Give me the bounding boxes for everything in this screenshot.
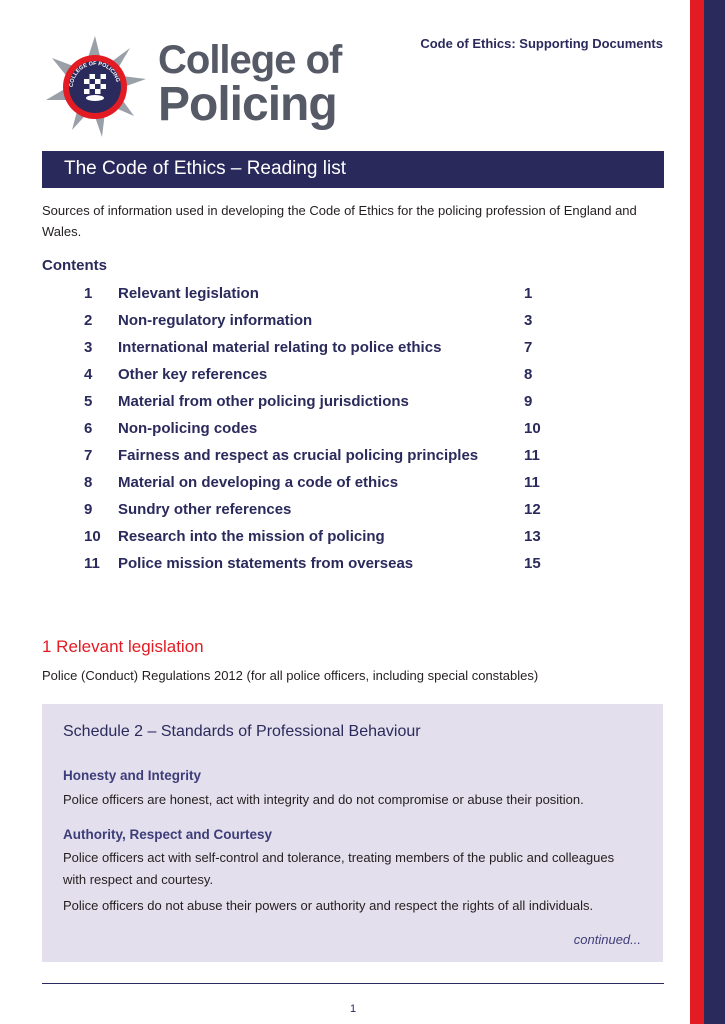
side-stripe-navy bbox=[704, 0, 725, 1024]
toc-item[interactable] bbox=[84, 525, 554, 552]
toc-page: 11 bbox=[524, 474, 540, 491]
toc-page: 8 bbox=[524, 366, 533, 383]
title-bar bbox=[42, 151, 664, 188]
toc-number: 8 bbox=[84, 474, 93, 491]
toc-number: 3 bbox=[84, 339, 93, 356]
toc-page: 13 bbox=[524, 528, 541, 545]
toc-number: 1 bbox=[84, 285, 93, 302]
toc-number: 6 bbox=[84, 420, 93, 437]
toc-item[interactable] bbox=[84, 336, 554, 363]
toc-item[interactable] bbox=[84, 444, 554, 471]
toc-number: 11 bbox=[84, 555, 100, 572]
logo-wordmark bbox=[158, 40, 341, 130]
continued-note: continued... bbox=[573, 932, 641, 947]
toc-page: 1 bbox=[524, 285, 533, 302]
checkered-emblem-icon bbox=[84, 74, 106, 101]
toc-item[interactable] bbox=[84, 390, 554, 417]
page-number: 1 bbox=[350, 1003, 357, 1015]
toc-item[interactable] bbox=[84, 552, 554, 579]
document-series-label: Code of Ethics: Supporting Documents bbox=[420, 36, 663, 51]
toc-label: Relevant legislation bbox=[118, 285, 259, 302]
toc-number: 9 bbox=[84, 501, 93, 518]
toc-label: Other key references bbox=[118, 366, 268, 383]
panel-title: Schedule 2 – Standards of Professional Behaviour bbox=[63, 723, 421, 740]
toc-number: 10 bbox=[84, 528, 101, 545]
toc-number: 4 bbox=[84, 366, 93, 383]
standards-panel bbox=[42, 704, 663, 962]
logo-line1: College of bbox=[158, 38, 342, 82]
toc-item[interactable] bbox=[84, 417, 554, 444]
toc-label: Non-policing codes bbox=[118, 420, 258, 437]
toc-number: 5 bbox=[84, 393, 93, 410]
authority-text-2: Police officers do not abuse their powers or authority and respect the rights of all individuals. bbox=[63, 898, 594, 913]
section-1-text: Police (Conduct) Regulations 2012 (for all police officers, including special constables) bbox=[42, 668, 539, 683]
toc-item[interactable] bbox=[84, 471, 554, 498]
college-of-policing-logo bbox=[42, 34, 342, 144]
police-star-badge-icon bbox=[42, 34, 148, 140]
toc-page: 3 bbox=[524, 312, 533, 329]
side-stripe-red bbox=[690, 0, 704, 1024]
toc-page: 12 bbox=[524, 501, 541, 518]
toc-label: Material on developing a code of ethics bbox=[118, 474, 399, 491]
honesty-text: Police officers are honest, act with integrity and do not compromise or abuse their position. bbox=[63, 792, 584, 807]
toc-label: Research into the mission of policing bbox=[118, 528, 385, 545]
badge-ring-text: COLLEGE OF POLICING bbox=[68, 60, 121, 88]
footer-divider bbox=[42, 983, 664, 984]
table-of-contents bbox=[84, 282, 554, 579]
honesty-heading: Honesty and Integrity bbox=[63, 768, 202, 783]
toc-label: Police mission statements from overseas bbox=[118, 555, 414, 572]
page-title: The Code of Ethics – Reading list bbox=[64, 158, 346, 179]
toc-item[interactable] bbox=[84, 498, 554, 525]
toc-page: 10 bbox=[524, 420, 541, 437]
intro-paragraph: Sources of information used in developing the Code of Ethics for the policing profession of England and Wales. bbox=[42, 203, 637, 239]
toc-item[interactable] bbox=[84, 282, 554, 309]
toc-label: Fairness and respect as crucial policing principles bbox=[118, 447, 479, 464]
toc-page: 7 bbox=[524, 339, 533, 356]
toc-item[interactable] bbox=[84, 309, 554, 336]
toc-item[interactable] bbox=[84, 363, 554, 390]
toc-page: 9 bbox=[524, 393, 533, 410]
authority-heading: Authority, Respect and Courtesy bbox=[63, 827, 273, 842]
section-1-heading: 1 Relevant legislation bbox=[42, 637, 204, 656]
toc-page: 11 bbox=[524, 447, 540, 464]
toc-label: Sundry other references bbox=[118, 501, 292, 518]
authority-text-1: Police officers act with self-control and tolerance, treating members of the public and colleagues with respect and courtesy. bbox=[63, 850, 615, 887]
toc-label: Non-regulatory information bbox=[118, 312, 313, 329]
contents-heading: Contents bbox=[42, 257, 107, 274]
toc-number: 7 bbox=[84, 447, 93, 464]
toc-number: 2 bbox=[84, 312, 93, 329]
toc-label: Material from other policing jurisdictions bbox=[118, 393, 409, 410]
toc-label: International material relating to police ethics bbox=[118, 339, 442, 356]
toc-page: 15 bbox=[524, 555, 541, 572]
logo-line2: Policing bbox=[158, 78, 337, 131]
